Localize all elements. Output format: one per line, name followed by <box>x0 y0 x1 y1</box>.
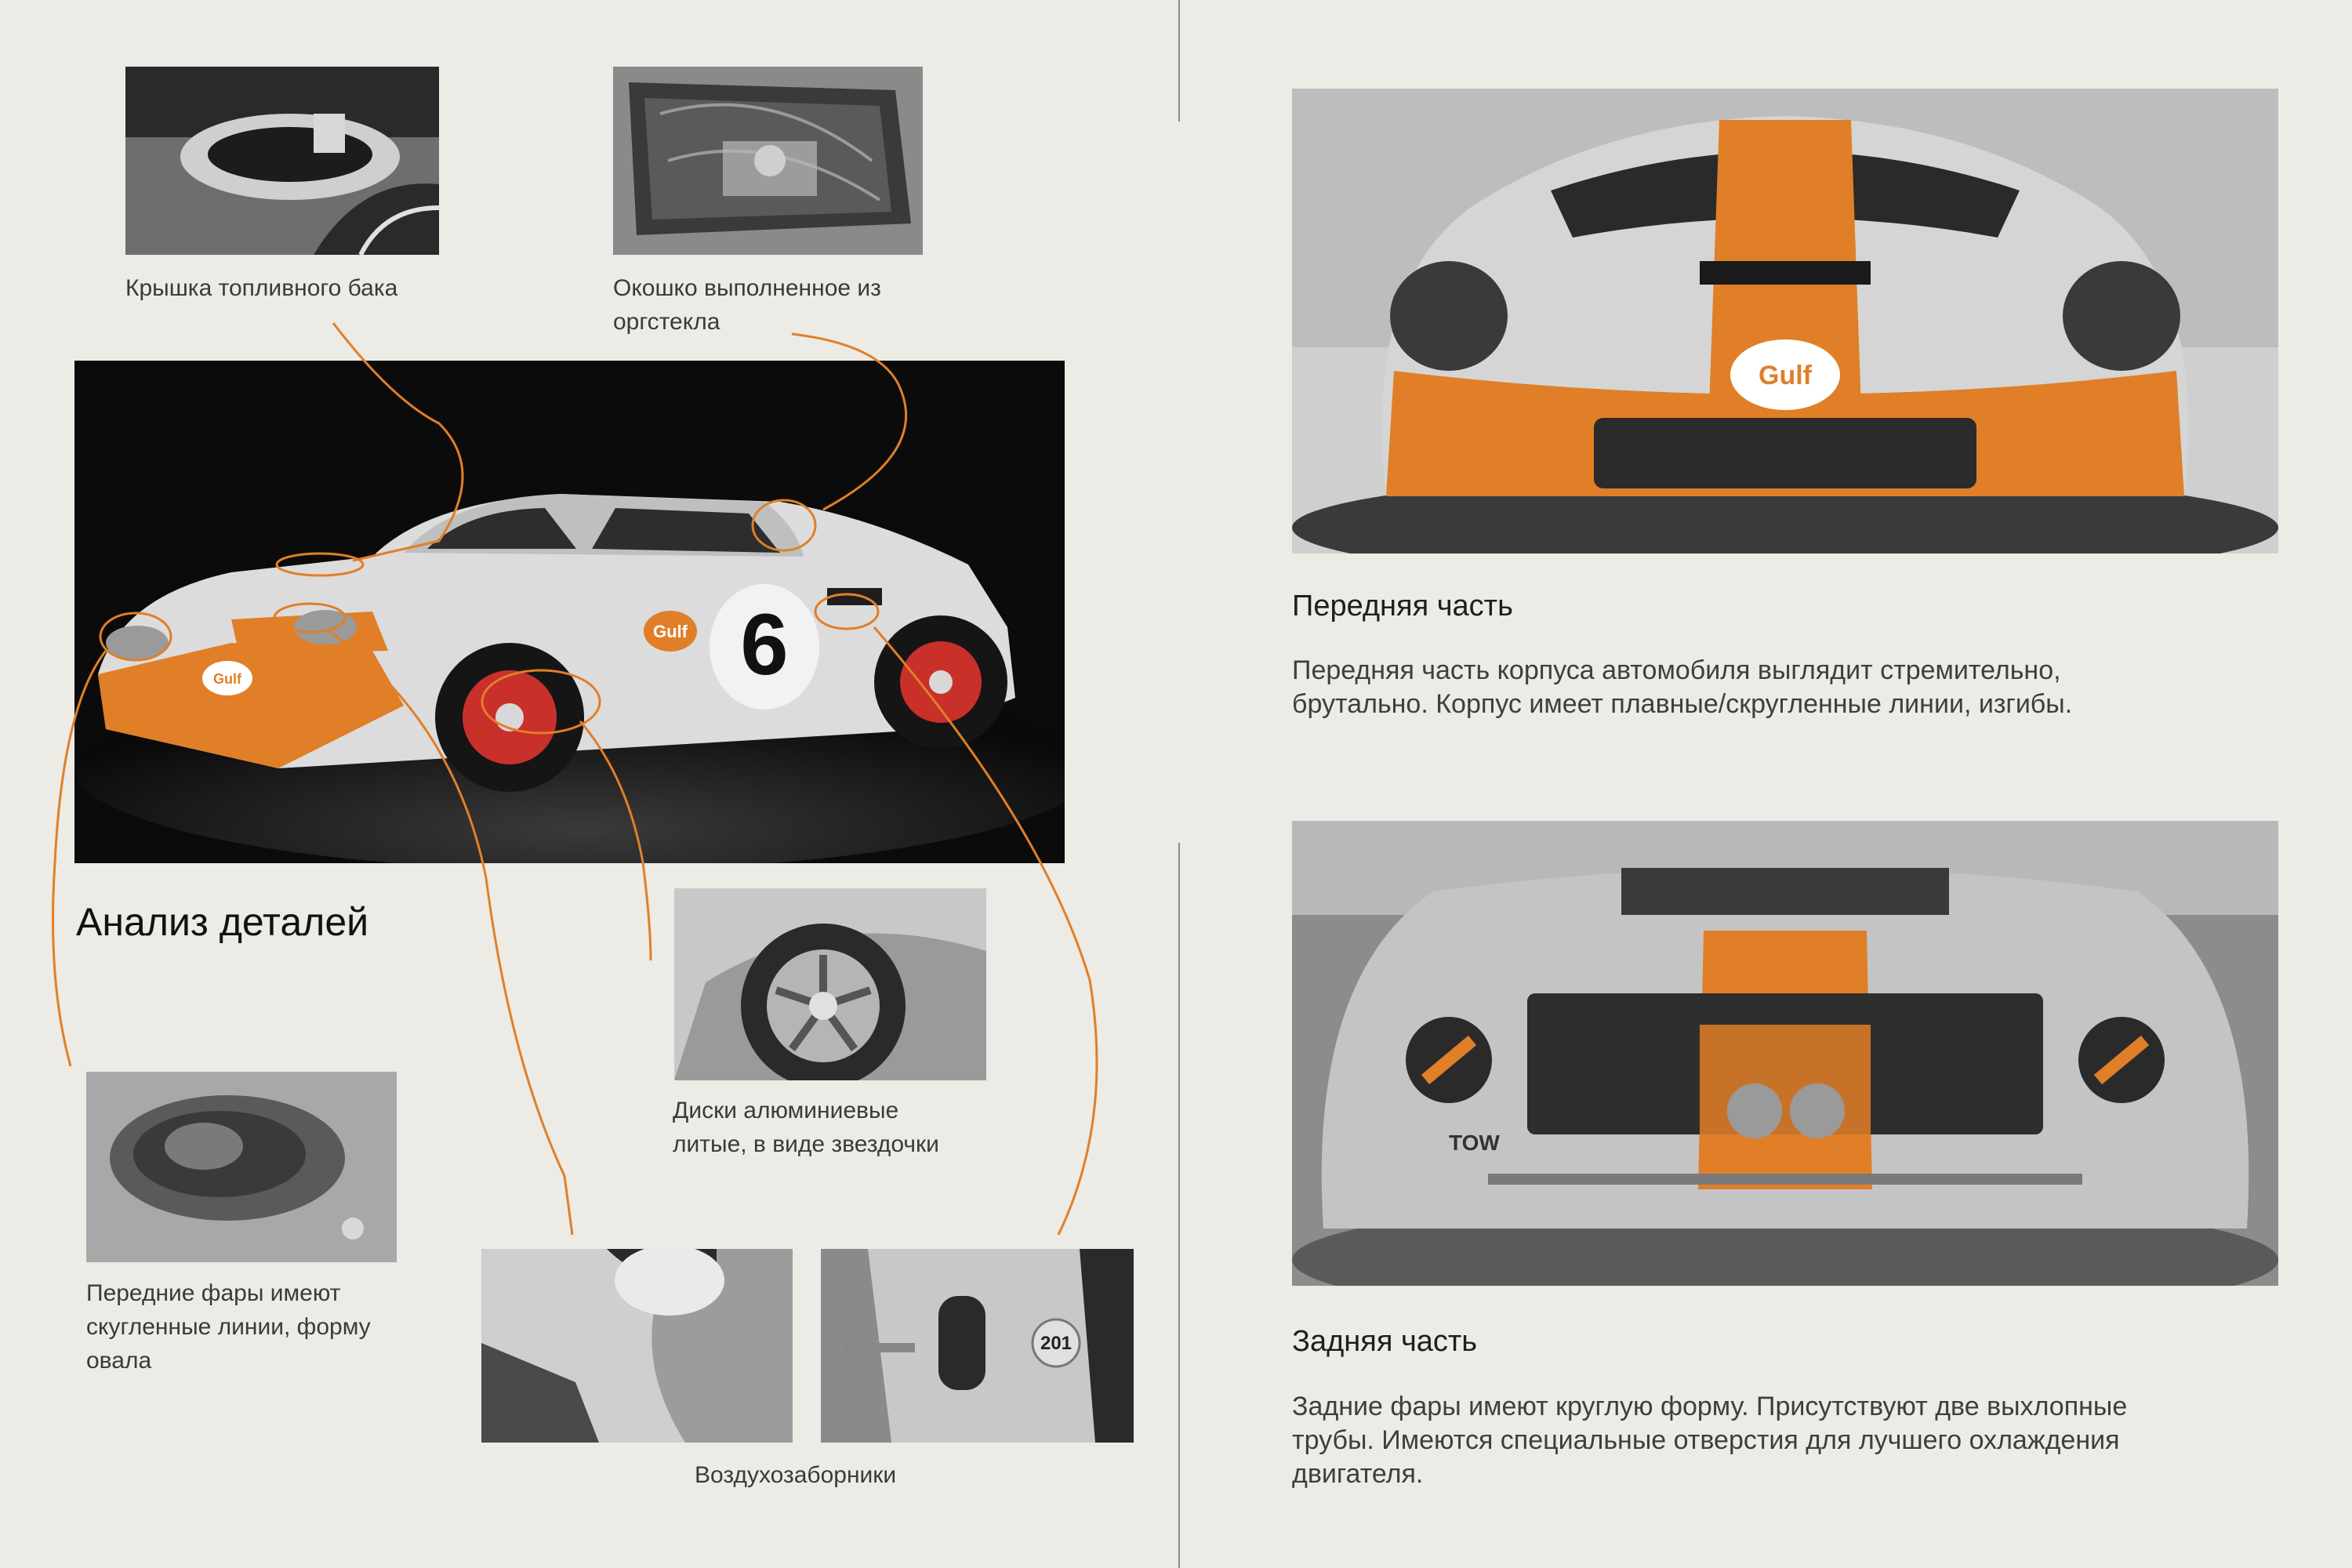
fuel-cap-caption: Крышка топливного бака <box>125 275 398 301</box>
front-view-photo <box>1292 89 2278 554</box>
rear-section-title: Задняя часть <box>1292 1325 1478 1358</box>
section-title: Анализ деталей <box>76 900 369 944</box>
wheels-caption: Диски алюминиевые литые, в виде звездочки <box>673 1098 939 1157</box>
wheel-photo <box>674 888 986 1080</box>
air-intake-photo-1 <box>481 1249 793 1443</box>
window-photo <box>613 67 923 255</box>
headlight-photo <box>86 1072 397 1262</box>
front-section-title: Передняя часть <box>1292 590 1513 622</box>
headlights-caption: Передние фары имеют скугленные линии, форму овала <box>86 1280 371 1374</box>
tow-marking-text: TOW <box>1449 1131 1500 1155</box>
gulf-logo-front: Gulf <box>1759 361 1812 390</box>
window-caption: Окошко выполненное из оргстекла <box>613 275 881 335</box>
rear-section-text: Задние фары имеют круглую форму. Присутствуют две выхлопные трубы. Имеются специальные отверстия для лучшего охлаждения двигателя. <box>1292 1392 2128 1489</box>
gulf-logo-side: Gulf <box>653 622 688 641</box>
page-divider-bottom <box>1178 843 1180 1568</box>
fuel-cap-photo <box>125 67 439 255</box>
main-car-photo <box>74 361 1065 863</box>
page-divider-top <box>1178 0 1180 122</box>
air-intakes-caption: Воздухозаборники <box>695 1462 897 1488</box>
air-intake-photo-2 <box>821 1249 1134 1443</box>
front-section-text: Передняя часть корпуса автомобиля выглядит стремительно, брутально. Корпус имеет плавные/скругленные линии, изгибы. <box>1292 655 2073 719</box>
rear-view-photo <box>1292 821 2278 1286</box>
door-number-text: 201 <box>1040 1333 1073 1354</box>
gulf-logo-nose: Gulf <box>213 671 241 687</box>
race-number-text: 6 <box>740 597 789 693</box>
